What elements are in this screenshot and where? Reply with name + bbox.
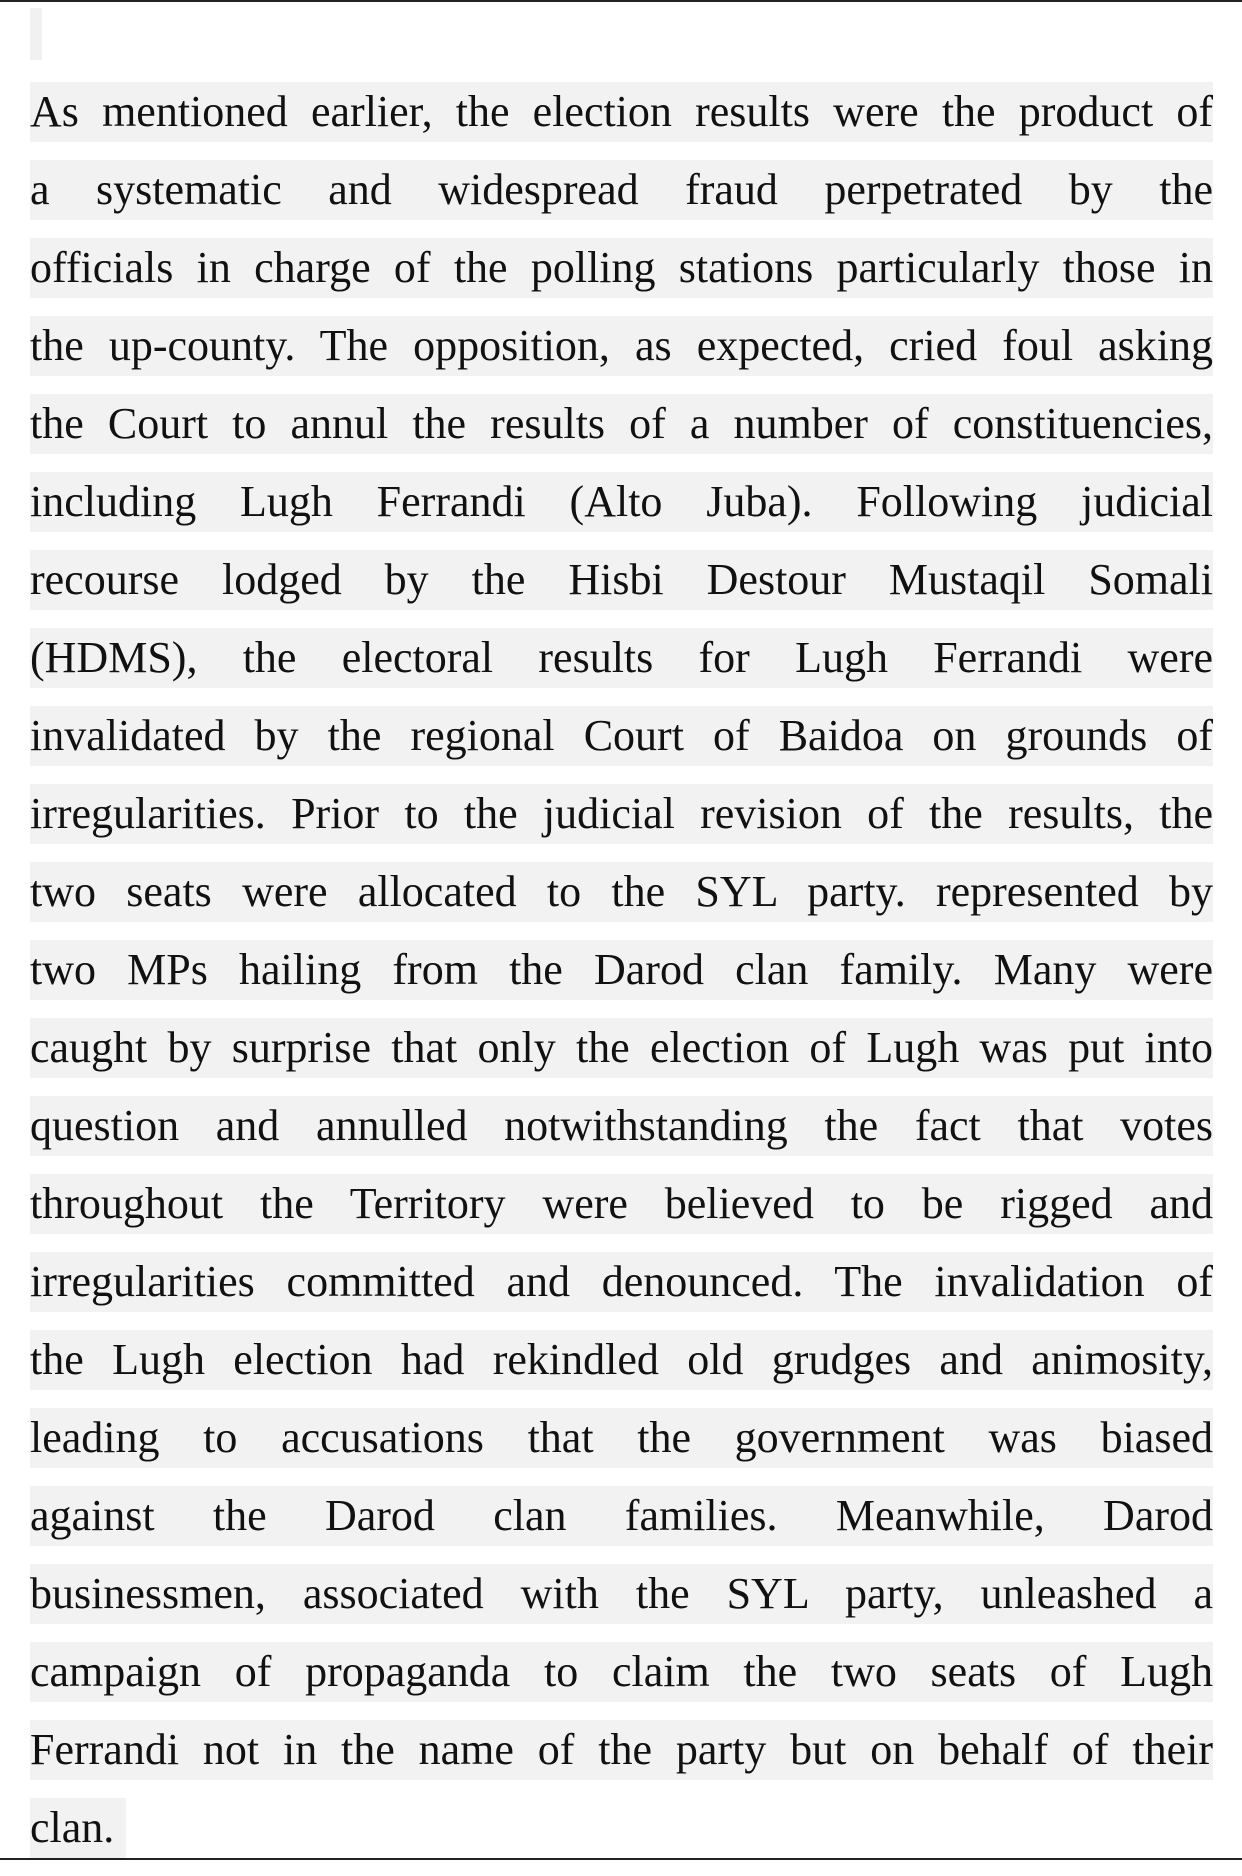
- text-line: clan.: [30, 1798, 1213, 1876]
- text-line: question and annulled notwithstanding the fact that votes: [30, 1096, 1213, 1174]
- text-line: two MPs hailing from the Darod clan family. Many were: [30, 940, 1213, 1018]
- text-line: Ferrandi not in the name of the party but on behalf of their: [30, 1720, 1213, 1798]
- text-line: throughout the Territory were believed to be rigged and: [30, 1174, 1213, 1252]
- text-line: against the Darod clan families. Meanwhile, Darod: [30, 1486, 1213, 1564]
- top-border: [0, 0, 1242, 2]
- text-line: irregularities committed and denounced. The invalidation of: [30, 1252, 1213, 1330]
- text-line: irregularities. Prior to the judicial revision of the results, the: [30, 784, 1213, 862]
- text-line: recourse lodged by the Hisbi Destour Mustaqil Somali: [30, 550, 1213, 628]
- text-line: businessmen, associated with the SYL party, unleashed a: [30, 1564, 1213, 1642]
- text-line: As mentioned earlier, the election results were the product of: [30, 82, 1213, 160]
- text-line: leading to accusations that the government was biased: [30, 1408, 1213, 1486]
- text-line: two seats were allocated to the SYL party. represented by: [30, 862, 1213, 940]
- text-line: a systematic and widespread fraud perpetrated by the: [30, 160, 1213, 238]
- text-line: the Lugh election had rekindled old grudges and animosity,: [30, 1330, 1213, 1408]
- paragraph: [30, 82, 1213, 1876]
- text-line: caught by surprise that only the election of Lugh was put into: [30, 1018, 1213, 1096]
- text-line: the up-county. The opposition, as expected, cried foul asking: [30, 316, 1213, 394]
- text-line: invalidated by the regional Court of Baidoa on grounds of: [30, 706, 1213, 784]
- text-line: including Lugh Ferrandi (Alto Juba). Following judicial: [30, 472, 1213, 550]
- text-line: campaign of propaganda to claim the two seats of Lugh: [30, 1642, 1213, 1720]
- text-line: (HDMS), the electoral results for Lugh Ferrandi were: [30, 628, 1213, 706]
- page-marker: [30, 8, 42, 60]
- text-line: officials in charge of the polling stations particularly those in: [30, 238, 1213, 316]
- text-line: the Court to annul the results of a number of constituencies,: [30, 394, 1213, 472]
